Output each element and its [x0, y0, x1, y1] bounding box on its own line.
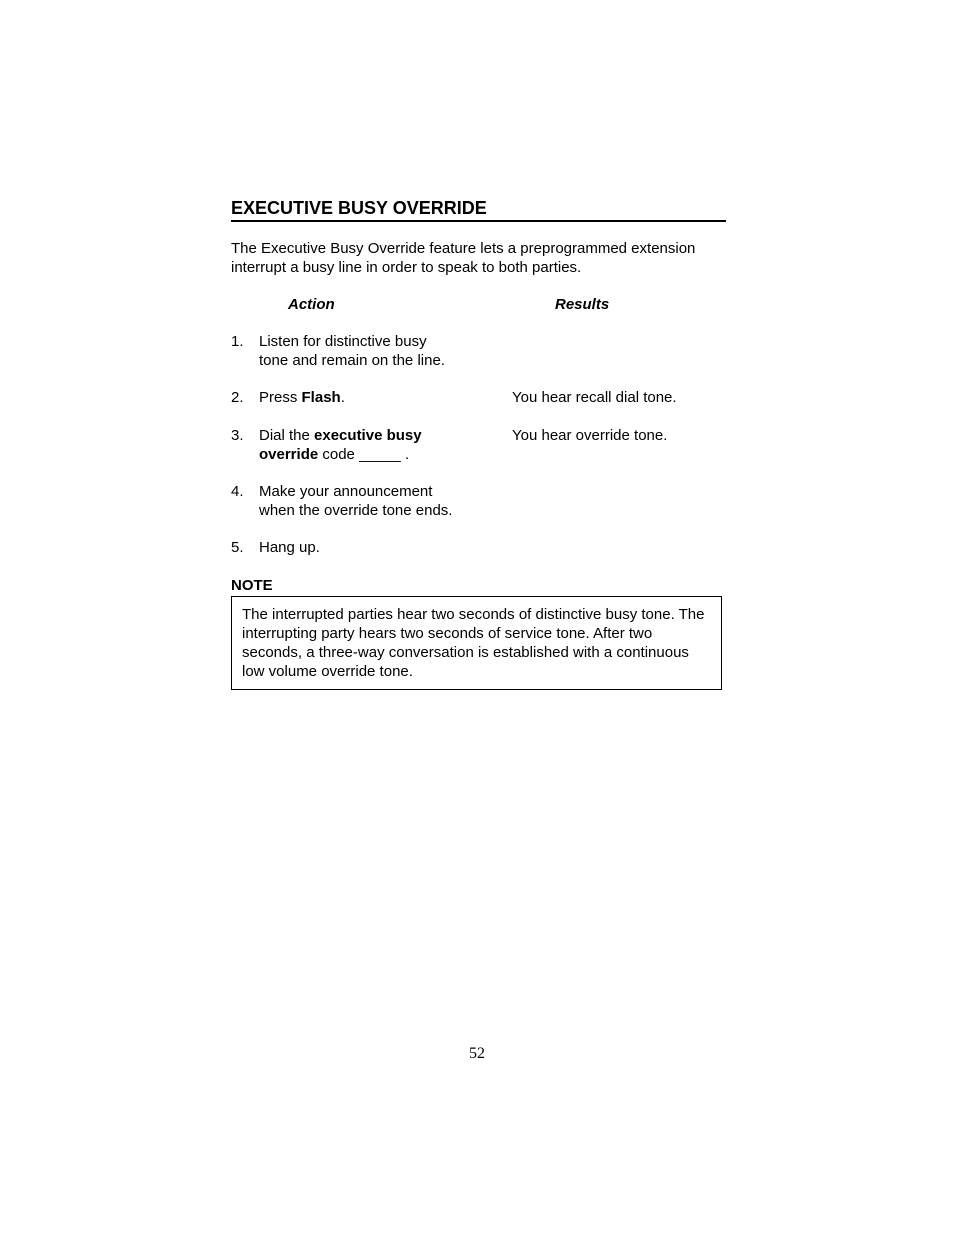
step-number: 1.	[231, 333, 244, 350]
step-action-line: Listen for distinctive busy	[259, 333, 427, 350]
step-action-line: when the override tone ends.	[259, 502, 453, 519]
step-action	[259, 538, 489, 557]
note-box	[231, 596, 722, 690]
step-action-line: Hang up.	[259, 539, 320, 556]
feature-name: executive busy	[314, 427, 422, 444]
action-column-header: Action	[288, 296, 335, 313]
step-number: 5.	[231, 539, 244, 556]
note-text: The interrupted parties hear two seconds of distinctive busy tone. The interrupting party hears two seconds of service tone. After two seconds, a three-way conversation is established with a continuous low volume override tone.	[242, 606, 705, 680]
step-action-text: .	[340, 389, 345, 406]
step-action	[259, 482, 489, 520]
step-result: You hear override tone.	[512, 427, 668, 444]
feature-name: override	[259, 446, 319, 463]
step-number: 3.	[231, 427, 244, 444]
step-number: 2.	[231, 389, 244, 406]
step-action-line: Make your announcement	[259, 483, 433, 500]
step-action	[259, 426, 489, 464]
step-action-text: code _____ .	[318, 446, 410, 463]
step-action	[259, 388, 489, 407]
step-action-text: Press	[259, 389, 302, 406]
step-action-line: tone and remain on the line.	[259, 352, 445, 369]
step-result: You hear recall dial tone.	[512, 389, 677, 406]
page-number: 52	[469, 1045, 485, 1062]
step-action	[259, 332, 489, 370]
results-column-header: Results	[555, 296, 610, 313]
intro-paragraph: The Executive Busy Override feature lets a preprogrammed extension interrupt a busy line in order to speak to both parties.	[231, 240, 696, 276]
section-title: EXECUTIVE BUSY OVERRIDE	[231, 197, 726, 222]
step-action-text: Dial the	[259, 427, 315, 444]
note-label: NOTE	[231, 577, 273, 594]
step-number: 4.	[231, 483, 244, 500]
key-name: Flash	[301, 389, 341, 406]
